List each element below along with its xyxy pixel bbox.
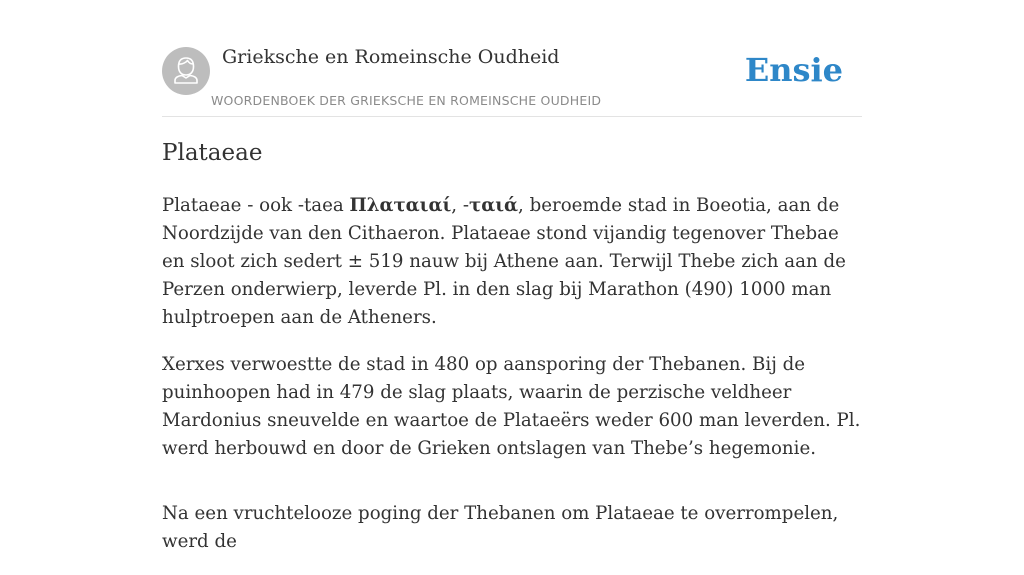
paragraph-1-text: , beroemde stad in Boeotia, aan de Noordzijde van den Cithaeron. Plataeae stond vijandig tegenover Thebae en sloot zich sedert ± 519 nauw bij Athene aan. Terwijl Thebe zich aan de Perzen onderwierp, leverde Pl. in den slag bij Marathon (490) 1000 man hulptroepen aan de Atheners. bbox=[162, 195, 846, 328]
entry-paragraph-3: Na een vruchtelooze poging der Thebanen om Plataeae te overrompelen, werd de bbox=[162, 503, 839, 552]
source-title-link[interactable]: Grieksche en Romeinsche Oudheid bbox=[222, 46, 560, 68]
entry-body bbox=[162, 192, 862, 575]
paragraph-1-separator: , - bbox=[451, 195, 469, 216]
user-icon bbox=[162, 47, 210, 95]
entry-paragraph-1 bbox=[162, 192, 862, 332]
paragraph-1-intro: Plataeae - ook -taea bbox=[162, 195, 350, 216]
source-subtitle: WOORDENBOEK DER GRIEKSCHE EN ROMEINSCHE OUDHEID bbox=[211, 93, 602, 108]
entry-paragraph-2: Xerxes verwoestte de stad in 480 op aansporing der Thebanen. Bij de puinhoopen had in 479 de slag plaats, waarin de perzische veldheer Mardonius sneuvelde en waartoe de Plataeërs weder 600 man leverden. Pl. werd herbouwd en door de Grieken ontslagen van Thebe’s hegemonie. bbox=[162, 354, 861, 459]
entry-title: Plataeae bbox=[162, 140, 263, 166]
avatar[interactable] bbox=[162, 47, 210, 95]
greek-name: Πλαταιαί bbox=[349, 195, 452, 216]
page-container bbox=[162, 0, 862, 552]
header bbox=[162, 0, 862, 117]
ensie-logo[interactable]: Ensie bbox=[744, 51, 843, 89]
greek-name-variant: ταιά bbox=[469, 195, 519, 216]
